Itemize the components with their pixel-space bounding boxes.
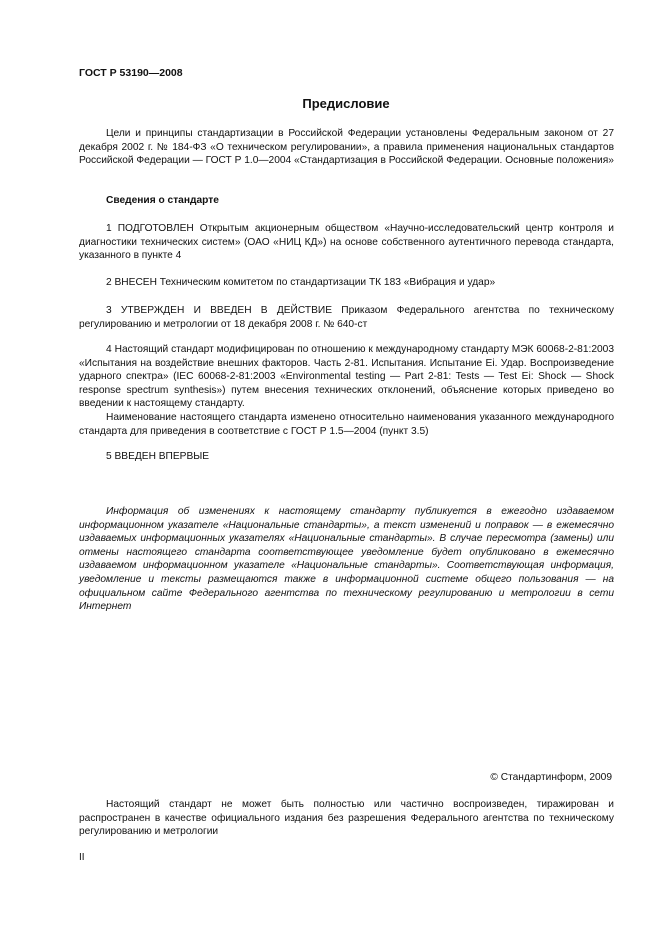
item-4-text: 4 Настоящий стандарт модифицирован по отношению к международному стандарту МЭК 60068-2-81:2003 «Испытания на воздействие внешних факторов. Часть 2-81. Испытания. Испытание Ei. Удар. Воспроизведение ударного спектра» (IEC 60068-2-81:2003 «Environmental testing — Part 2-81: Tests — Test Ei: Shock — Shock response spectrum synthesis») путем внесения технических отклонений, объяснение которых приведено во введении к настоящему стандарту. (79, 344, 614, 410)
item-4-note: Наименование настоящего стандарта изменено относительно наименования указанного международного стандарта для приведения в соответствие с ГОСТ Р 1.5—2004 (пункт 3.5) (79, 411, 614, 437)
section-heading: Сведения о стандарте (106, 195, 219, 206)
info-notice-text: Информация об изменениях к настоящему стандарту публикуется в ежегодно издаваемом информационном указателе «Национальные стандарты», а текст изменений и поправок — в ежемесячно издаваемых информационных указателях «Национальные стандарты». В случае пересмотра (замены) или отмены настоящего стандарта соответствующее уведомление будет опубликовано в ежемесячно издаваемом информационном указателе «Национальные стандарты». Соответствующая информация, уведомление и тексты размещаются также в информационной системе общего пользования — на официальном сайте Федерального агентства по техническому регулированию и метрологии в сети Интернет (79, 506, 614, 613)
page-number: II (79, 852, 85, 863)
item-2 (79, 276, 614, 290)
item-3-text: 3 УТВЕРЖДЕН И ВВЕДЕН В ДЕЙСТВИЕ Приказом Федерального агентства по техническому регулированию и метрологии от 18 декабря 2008 г. № 640-ст (79, 305, 614, 330)
item-3 (79, 304, 614, 331)
reproduction-notice-text: Настоящий стандарт не может быть полностью или частично воспроизведен, тиражирован и распространен в качестве официального издания без разрешения Федерального агентства по техническому регулированию и метрологии (79, 799, 614, 838)
item-5-text: 5 ВВЕДЕН ВПЕРВЫЕ (106, 451, 210, 462)
intro-paragraph (79, 127, 614, 168)
item-1-text: 1 ПОДГОТОВЛЕН Открытым акционерным обществом «Научно-исследовательский центр контроля и диагностики технических систем» (ОАО «НИЦ КД») на основе собственного аутентичного перевода стандарта, указанного в пункте 4 (79, 223, 614, 262)
item-2-text: 2 ВНЕСЕН Техническим комитетом по стандартизации ТК 183 «Вибрация и удар» (106, 277, 496, 288)
copyright-notice: © Стандартинформ, 2009 (490, 772, 612, 783)
info-notice (79, 505, 614, 614)
document-code: ГОСТ Р 53190—2008 (79, 67, 183, 79)
reproduction-notice (79, 798, 614, 839)
intro-text: Цели и принципы стандартизации в Российской Федерации установлены Федеральным законом от 27 декабря 2002 г. № 184-ФЗ «О техническом регулировании», а правила применения национальных стандартов Российской Федерации — ГОСТ Р 1.0—2004 «Стандартизация в Российской Федерации. Основные положения» (79, 128, 614, 167)
item-1 (79, 222, 614, 263)
item-4 (79, 343, 614, 438)
page-title: Предисловие (302, 96, 390, 111)
item-5 (79, 450, 614, 464)
